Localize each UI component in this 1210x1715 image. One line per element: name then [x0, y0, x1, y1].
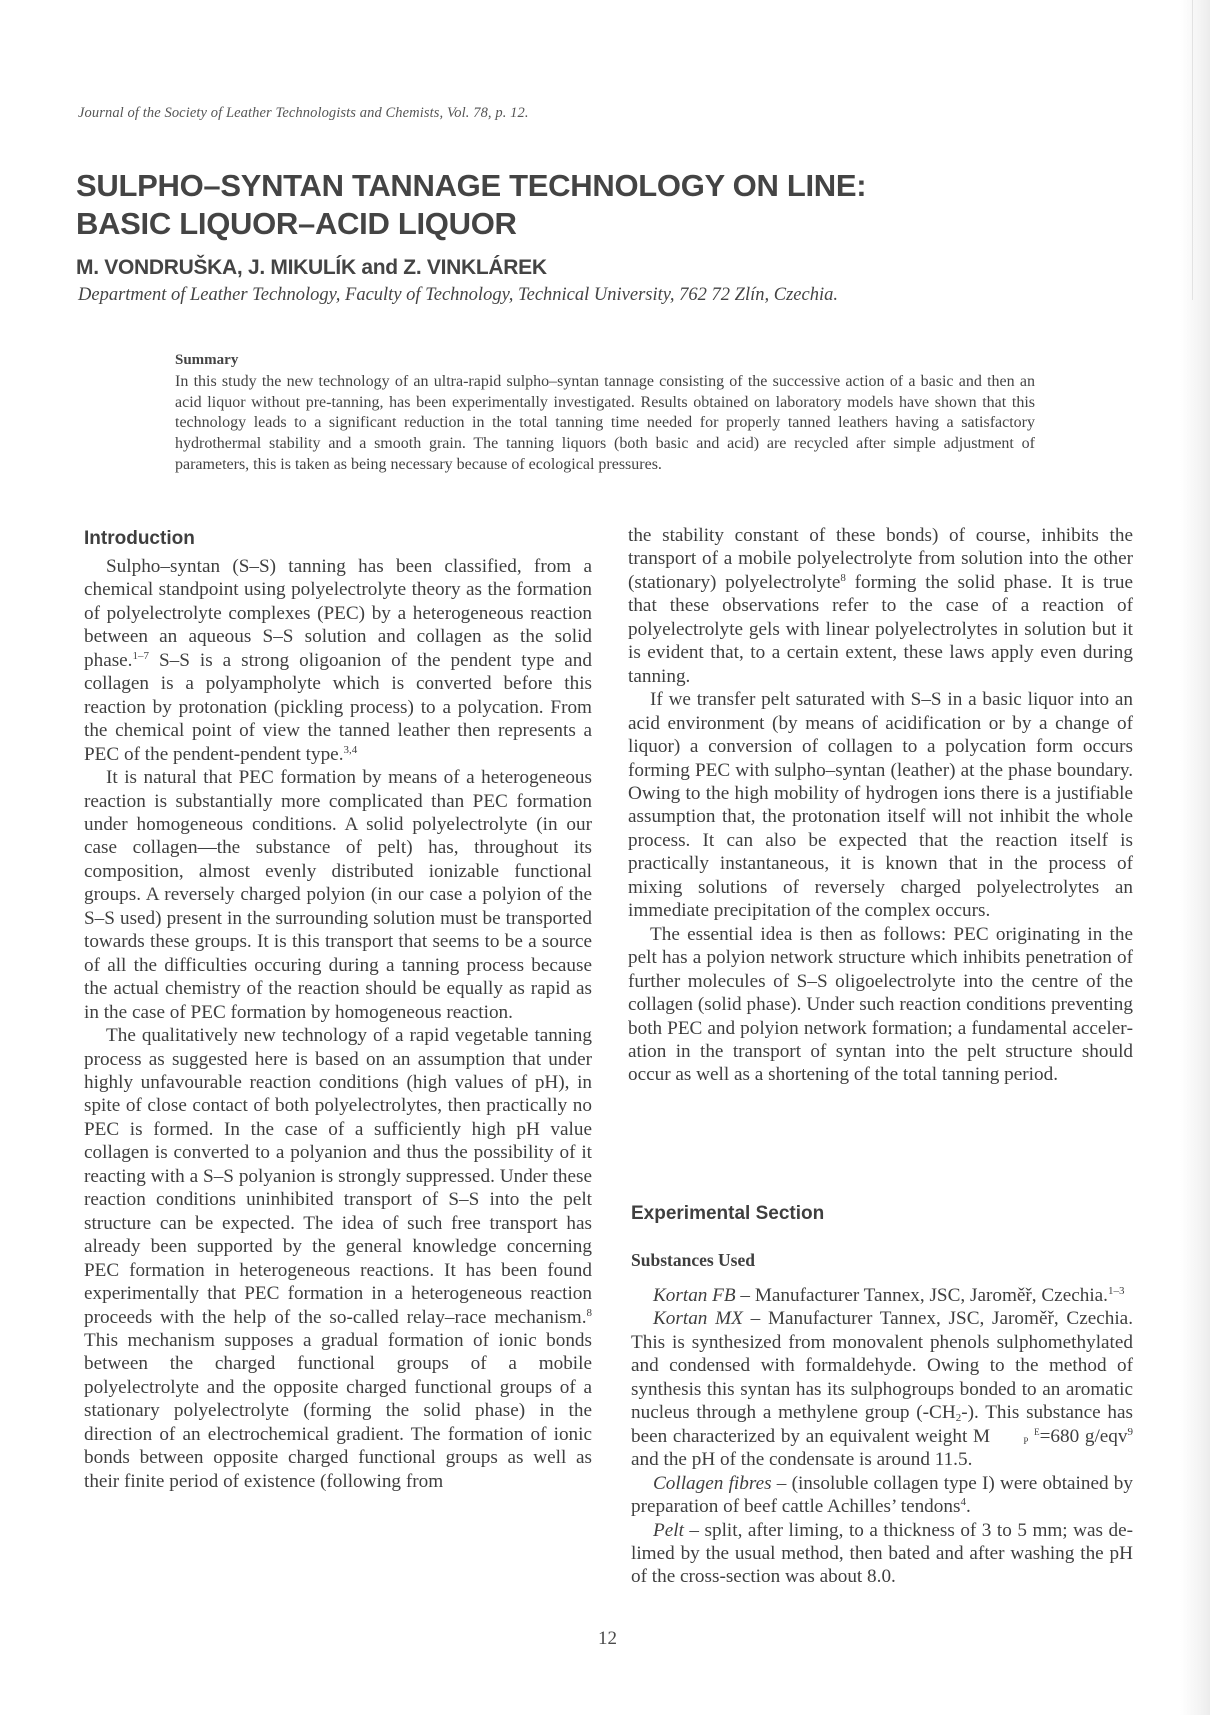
substance-name: Collagen fibres — [653, 1472, 772, 1494]
intro-p1-text-a: Sulpho–syntan (S–S) tanning has been classified, from a chemical standpoint using polyelectrolyte theory as the formation of polyelectrolyte complexes (PEC) by a heterogeneous reaction between an aqueous S–S solution and collagen as the solid phase. — [84, 556, 592, 671]
intro-paragraph-4: If we transfer pelt saturated with S–S in a basic liquor into an acid environment (by means of acidification or by a change of liquor) a conversion of collagen to a polycation form occurs forming PEC with sulpho–syntan (leather) at the phase boundary. Owing to the high mobility of hydrogen ions there is a justifiable assumption that, the protonation itself will not inhibit the whole process. It can also be expected that the reaction itself is practically instantaneous, it is known that in the process of mixing solutions of reversely charged polyelectrolytes an immediate precipitation of the complex occurs. — [628, 689, 1133, 922]
substance-kortan-fb — [631, 1284, 1133, 1307]
page-number: 12 — [598, 1628, 617, 1649]
citation-ref: 3,4 — [343, 743, 358, 756]
affiliation: Department of Leather Technology, Faculty of Technology, Technical University, 762 72 Zlín, Czechia. — [78, 285, 838, 305]
citation-ref: 1–3 — [1107, 1285, 1125, 1297]
substance-name: Kortan FB — [653, 1285, 736, 1306]
citation-ref: 9 — [1127, 1425, 1133, 1438]
intro-p1-text-b: S–S is a strong oligoanion of the pendent type and collagen is a polyampholyte which is converted before this reaction by protonation (pickling process) to a polycation. From the chemical point of view the tanned leather then represents a PEC of the pendent-pendent type. — [84, 649, 592, 765]
right-column — [628, 524, 1133, 1087]
substance-description: – Manufacturer Tannex, JSC, Jaroměř, Czechia. — [735, 1285, 1108, 1306]
equivalent-weight-symbol — [990, 1425, 1040, 1448]
intro-p3-text-b: This mechanism supposes a gradual formation of ionic bonds between the charged functional groups of a mobile polyelectrolyte and the opposite charged functional groups of a stationary polyelectrolyte (forming the solid phase) in the direction of an electrochemical gradient. The formation of ionic bonds between opposite charged functional groups as well as their finite period of existence (following from — [84, 1329, 592, 1492]
intro-p3-cont-text-b: forming the solid phase. It is true that these observations refer to the case of a reaction of polyelectrolyte gels with linear polyelectrolytes in solution but it is evident that, to a certain extent, these laws apply even during tanning. — [628, 571, 1133, 687]
substance-description: -). This substance has been characterized by an equivalent weight M — [631, 1402, 1133, 1447]
superscript: E — [1034, 1426, 1040, 1437]
running-head: Journal of the Society of Leather Technologists and Chemists, Vol. 78, p. 12. — [78, 105, 529, 121]
substances-used-heading: Substances Used — [631, 1250, 755, 1270]
intro-paragraph-5: The essential idea is then as follows: PEC originating in the pelt has a polyion network structure which inhibits penetration of further molecules of S–S oligoelectrolyte into the centre of the collagen (solid phase). Under such reaction conditions preventing both PEC and polyion network formation; a fundamental acceleration in the transport of syntan into the pelt structure should occur as well as a shortening of the total tanning period. — [628, 923, 1133, 1086]
authors: M. VONDRUŠKA, J. MIKULÍK and Z. VINKLÁREK — [76, 256, 547, 279]
title-line-2: BASIC LIQUOR–ACID LIQUOR — [76, 206, 517, 241]
substance-description: and the pH of the condensate is around 11.5. — [631, 1449, 973, 1471]
sentence-end: . — [965, 1496, 971, 1518]
citation-ref: 8 — [586, 1306, 592, 1319]
citation-ref: 4 — [960, 1496, 966, 1509]
intro-p3-text-a: The qualitatively new technology of a rapid vegetable tanning process as suggested here is based on an assumption that under highly unfavourable reaction conditions (high values of pH), in spite of close contact of both polyelectrolytes, then practically no PEC is formed. In the case of a sufficiently high pH value collagen is converted to a polyanion and thus the possibility of it reacting with a S–S polyanion is strongly suppressed. Under these reaction conditions uninhibited transport of S–S into the pelt structure can be expected. The idea of such free transport has already been supported by the general knowledge concerning PEC formation in heterogeneous reactions. It has been found experimentally that PEC formation in a heterogeneous reaction proceeds with the help of the so-called relay–race mechanism. — [84, 1025, 592, 1328]
citation-ref: 1–7 — [132, 649, 149, 662]
substance-description: =680 g/eqv — [1039, 1425, 1128, 1447]
intro-paragraph-2: It is natural that PEC formation by means of a heterogeneous reaction is substantially more complicated than PEC formation under homogeneous conditions. A solid polyelectrolyte (in our case collagen—the substance of pelt) has, throughout its composition, almost evenly distributed ionizable functional groups. A reversely charged polyion (in our case a polyion of the S–S used) present in the surrounding solution must be transported towards these groups. It is this transport that seems to be a source of all the difficulties occuring during a tanning process because the actual chemistry of the reaction should be equally as rapid as in the case of PEC formation by homogeneous reaction. — [84, 767, 592, 1023]
left-column — [84, 555, 592, 1493]
summary-text: In this study the new technology of an ultra-rapid sulpho–syntan tannage consisting of the successive action of a basic and then an acid liquor without pre-tanning, has been experimentally investigated. Results obtained on laboratory models have shown that this technology leads to a significant reduction in the total tanning time needed for properly tanned leathers having a satisfactory hydrothermal stability and a smooth grain. The tanning liquors (both basic and acid) are recycled after simple adjustment of parameters, this is taken as being necessary because of ecological pressures. — [175, 372, 1035, 473]
intro-paragraph-1 — [84, 555, 592, 766]
substance-kortan-mx — [631, 1307, 1133, 1471]
substance-collagen-fibres — [631, 1472, 1133, 1519]
paper-title — [76, 167, 1136, 243]
page-edge-line — [1192, 0, 1193, 300]
experimental-section-heading: Experimental Section — [631, 1203, 825, 1224]
experimental-column — [631, 1284, 1133, 1589]
summary-heading: Summary — [175, 352, 239, 368]
subscript: 2 — [955, 1412, 962, 1425]
intro-paragraph-3 — [84, 1024, 592, 1493]
intro-paragraph-3-continued — [628, 524, 1133, 688]
citation-ref: 8 — [840, 571, 846, 584]
substance-description: – Manufacturer Tannex, JSC, Jaroměř, Czechia. This is synthesized from monovalent phenols sulphomethylated and condensed with formaldehyde. Owing to the method of synthesis this syntan has its sulphogroups bonded to an aromatic nucleus through a methylene group (-CH — [631, 1308, 1133, 1424]
introduction-heading: Introduction — [84, 528, 195, 549]
substance-description: – (insoluble collagen type I) were obtained by preparation of beef cattle Achilles’ tendons — [631, 1472, 1133, 1518]
substance-name: Kortan MX — [653, 1308, 743, 1330]
title-line-1: SULPHO–SYNTAN TANNAGE TECHNOLOGY ON LINE: — [76, 168, 867, 203]
substance-description: – split, after liming, to a thickness of 3 to 5 mm; was de-limed by the usual method, then bated and after washing the pH of the cross-section was about 8.0. — [631, 1519, 1133, 1588]
intro-p3-cont-text-a: the stability constant of these bonds) of course, inhibits the transport of a mobile polyelectrolyte from solution into the other (stationary) polyelectrolyte — [628, 525, 1133, 593]
summary-block — [175, 350, 1035, 476]
substance-name: Pelt — [653, 1519, 684, 1541]
substance-pelt — [631, 1519, 1133, 1589]
page-edge-shadow — [1180, 0, 1210, 1715]
subscript: P — [1023, 1435, 1029, 1446]
